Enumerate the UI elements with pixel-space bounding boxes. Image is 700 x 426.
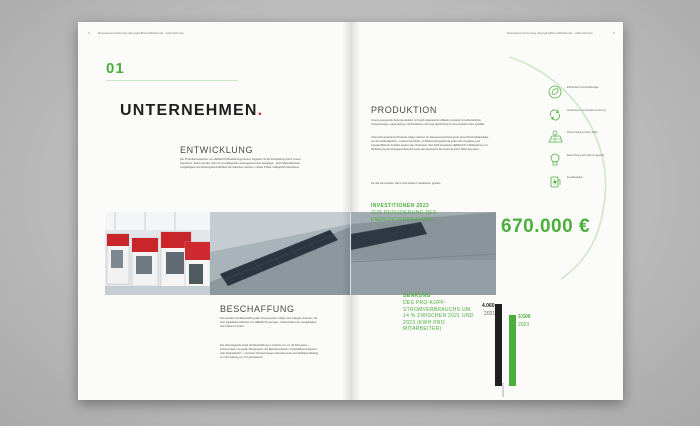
heading-beschaffung: BESCHAFFUNG — [220, 304, 295, 314]
bar-value-2021: 4.060 — [482, 303, 495, 309]
senkung-caption: SENKUNG — [403, 293, 431, 299]
photo-solar-roof — [210, 212, 350, 295]
plug-icon — [547, 174, 563, 190]
icon-label: Photovoltaik auf dem Dach — [567, 131, 598, 134]
machines-illustration — [105, 212, 210, 295]
page-title — [120, 102, 263, 120]
recycle-icon — [547, 107, 563, 123]
text-produktion-1: Unsere ausgereifte Serienproduktion mit straff organisierten Abläufen reduziert innerbetriebliche Transportwege, Lagerhaltung und Rüstzeiten und sorgt gleichzeitig für eine konstant hohe Qualität. — [371, 119, 485, 127]
photo-solar-roof-right — [351, 212, 496, 295]
investment-caption: INVESTITIONEN 2023 — [371, 203, 430, 209]
bar-year-2021: 2021 — [484, 311, 496, 317]
icon-label: Effizientere Druckluftanlage — [567, 86, 599, 89]
senkung-text: DES PRO-KOPF-STROMVERBRAUCHS UM 14 % ZWISCHEN 2021 UND 2023 (KWH PRO MITARBEITER) — [403, 300, 474, 333]
page-number-right: 5 — [613, 31, 615, 35]
heading-entwicklung: ENTWICKLUNG — [180, 145, 254, 155]
text-entwicklung: Der Produktionsstandort von HEDELIUS Bearbeitungszentren begleitet mit der Entwicklung durch unsere Ingenieure. Schon werden nicht nur grundlegende Leistungsparameter festgelegt – auch Materialeinsatz, Langlebigkeit und Wartungsfreundlichkeit der Maschine werden in dieser Phase maßgeblich beeinflusst. — [180, 158, 301, 170]
investment-text: ZUR REDUZIERUNG DES ENERGIEVERBRAUCHS — [371, 210, 437, 223]
icon-item-ladesaeulen — [547, 174, 607, 190]
solar-roof-illustration — [210, 212, 350, 295]
icon-label: E-Ladesäulen — [567, 176, 584, 179]
heading-produktion: PRODUKTION — [371, 105, 438, 115]
left-page — [78, 22, 350, 400]
bar-year-2023: 2023 — [518, 322, 530, 329]
text-beschaffung-1: Die Auswahl und Beschaffung aller Komponenten erfolgt nach strengen Kriterien, die dem Qualitätsverständnis von HEDELIUS genügen. Insbesondere die Langlebigkeit steht dabei im Fokus. — [220, 317, 318, 329]
text-produktion-3: Für die kommenden Jahre sind weitere Investitionen geplant. — [371, 182, 442, 185]
bar-2021 — [495, 304, 502, 386]
photo-machines — [105, 212, 210, 295]
icon-label: Heizkosten und Abwärmenutzung — [567, 109, 606, 112]
investment-value: 670.000 € — [501, 216, 591, 237]
bulb-icon — [547, 152, 563, 168]
text-beschaffung-2: Der überwiegende Anteil der Beschaffung im Umkreis von ca. 50 Kilometern – insbesondere mit großen Baugruppen wie Maschinenbetten, Schweißkonstruktionen oder Spänefördern – minimiert Transportwege und leistet einen unmittelbaren Beitrag zur Vermeidung von CO₂-Emissionen. — [220, 344, 318, 360]
solar-icon — [547, 129, 563, 145]
section-number: 01 — [106, 60, 125, 77]
icon-label: Beleuchtung auf LED umgestellt — [567, 154, 605, 157]
running-head-right: Ressourcenschonung. EnergieeffizienzDIAGonal · Unternehmen — [507, 31, 593, 35]
icon-item-beleuchtung — [547, 152, 607, 168]
title-dot: . — [257, 102, 264, 119]
icon-item-druckluft — [547, 84, 607, 100]
brochure-spread — [78, 22, 623, 400]
icon-item-photovoltaik — [547, 129, 607, 145]
icon-item-heizkosten — [547, 107, 607, 123]
text-produktion-2: Unternehmensinterne Prozesse tragen ebenso zur Ressourcenschonung bei: Eine Photovoltaikanlage auf den Hallendächern, moderne Druckluft- und Beleuchtungstechnik sowie die Umstellung auf energieeffiziente Antriebe senken den Verbrauch. Seit 2023 investierte HEDELIUS in Maßnahmen zur Reduzierung des Energieverbrauchs sowie den Austausch der Heizung durch Wärmepumpen. — [371, 136, 489, 152]
solar-roof-illustration-right — [351, 212, 496, 295]
right-page — [351, 22, 623, 400]
leaf-icon — [547, 84, 563, 100]
page-title-text: UNTERNEHMEN — [120, 102, 258, 119]
section-rule — [106, 80, 238, 81]
bar-2023 — [509, 315, 516, 386]
page-number-left: 4 — [88, 31, 90, 35]
running-head-left: Ressourcenschonung. EnergieeffizienzDIAGonal · Unternehmen — [98, 31, 184, 35]
bar-chart-vertical-label: HEDELIUS — [501, 383, 505, 397]
bar-value-2023: 3.500 — [518, 314, 531, 321]
